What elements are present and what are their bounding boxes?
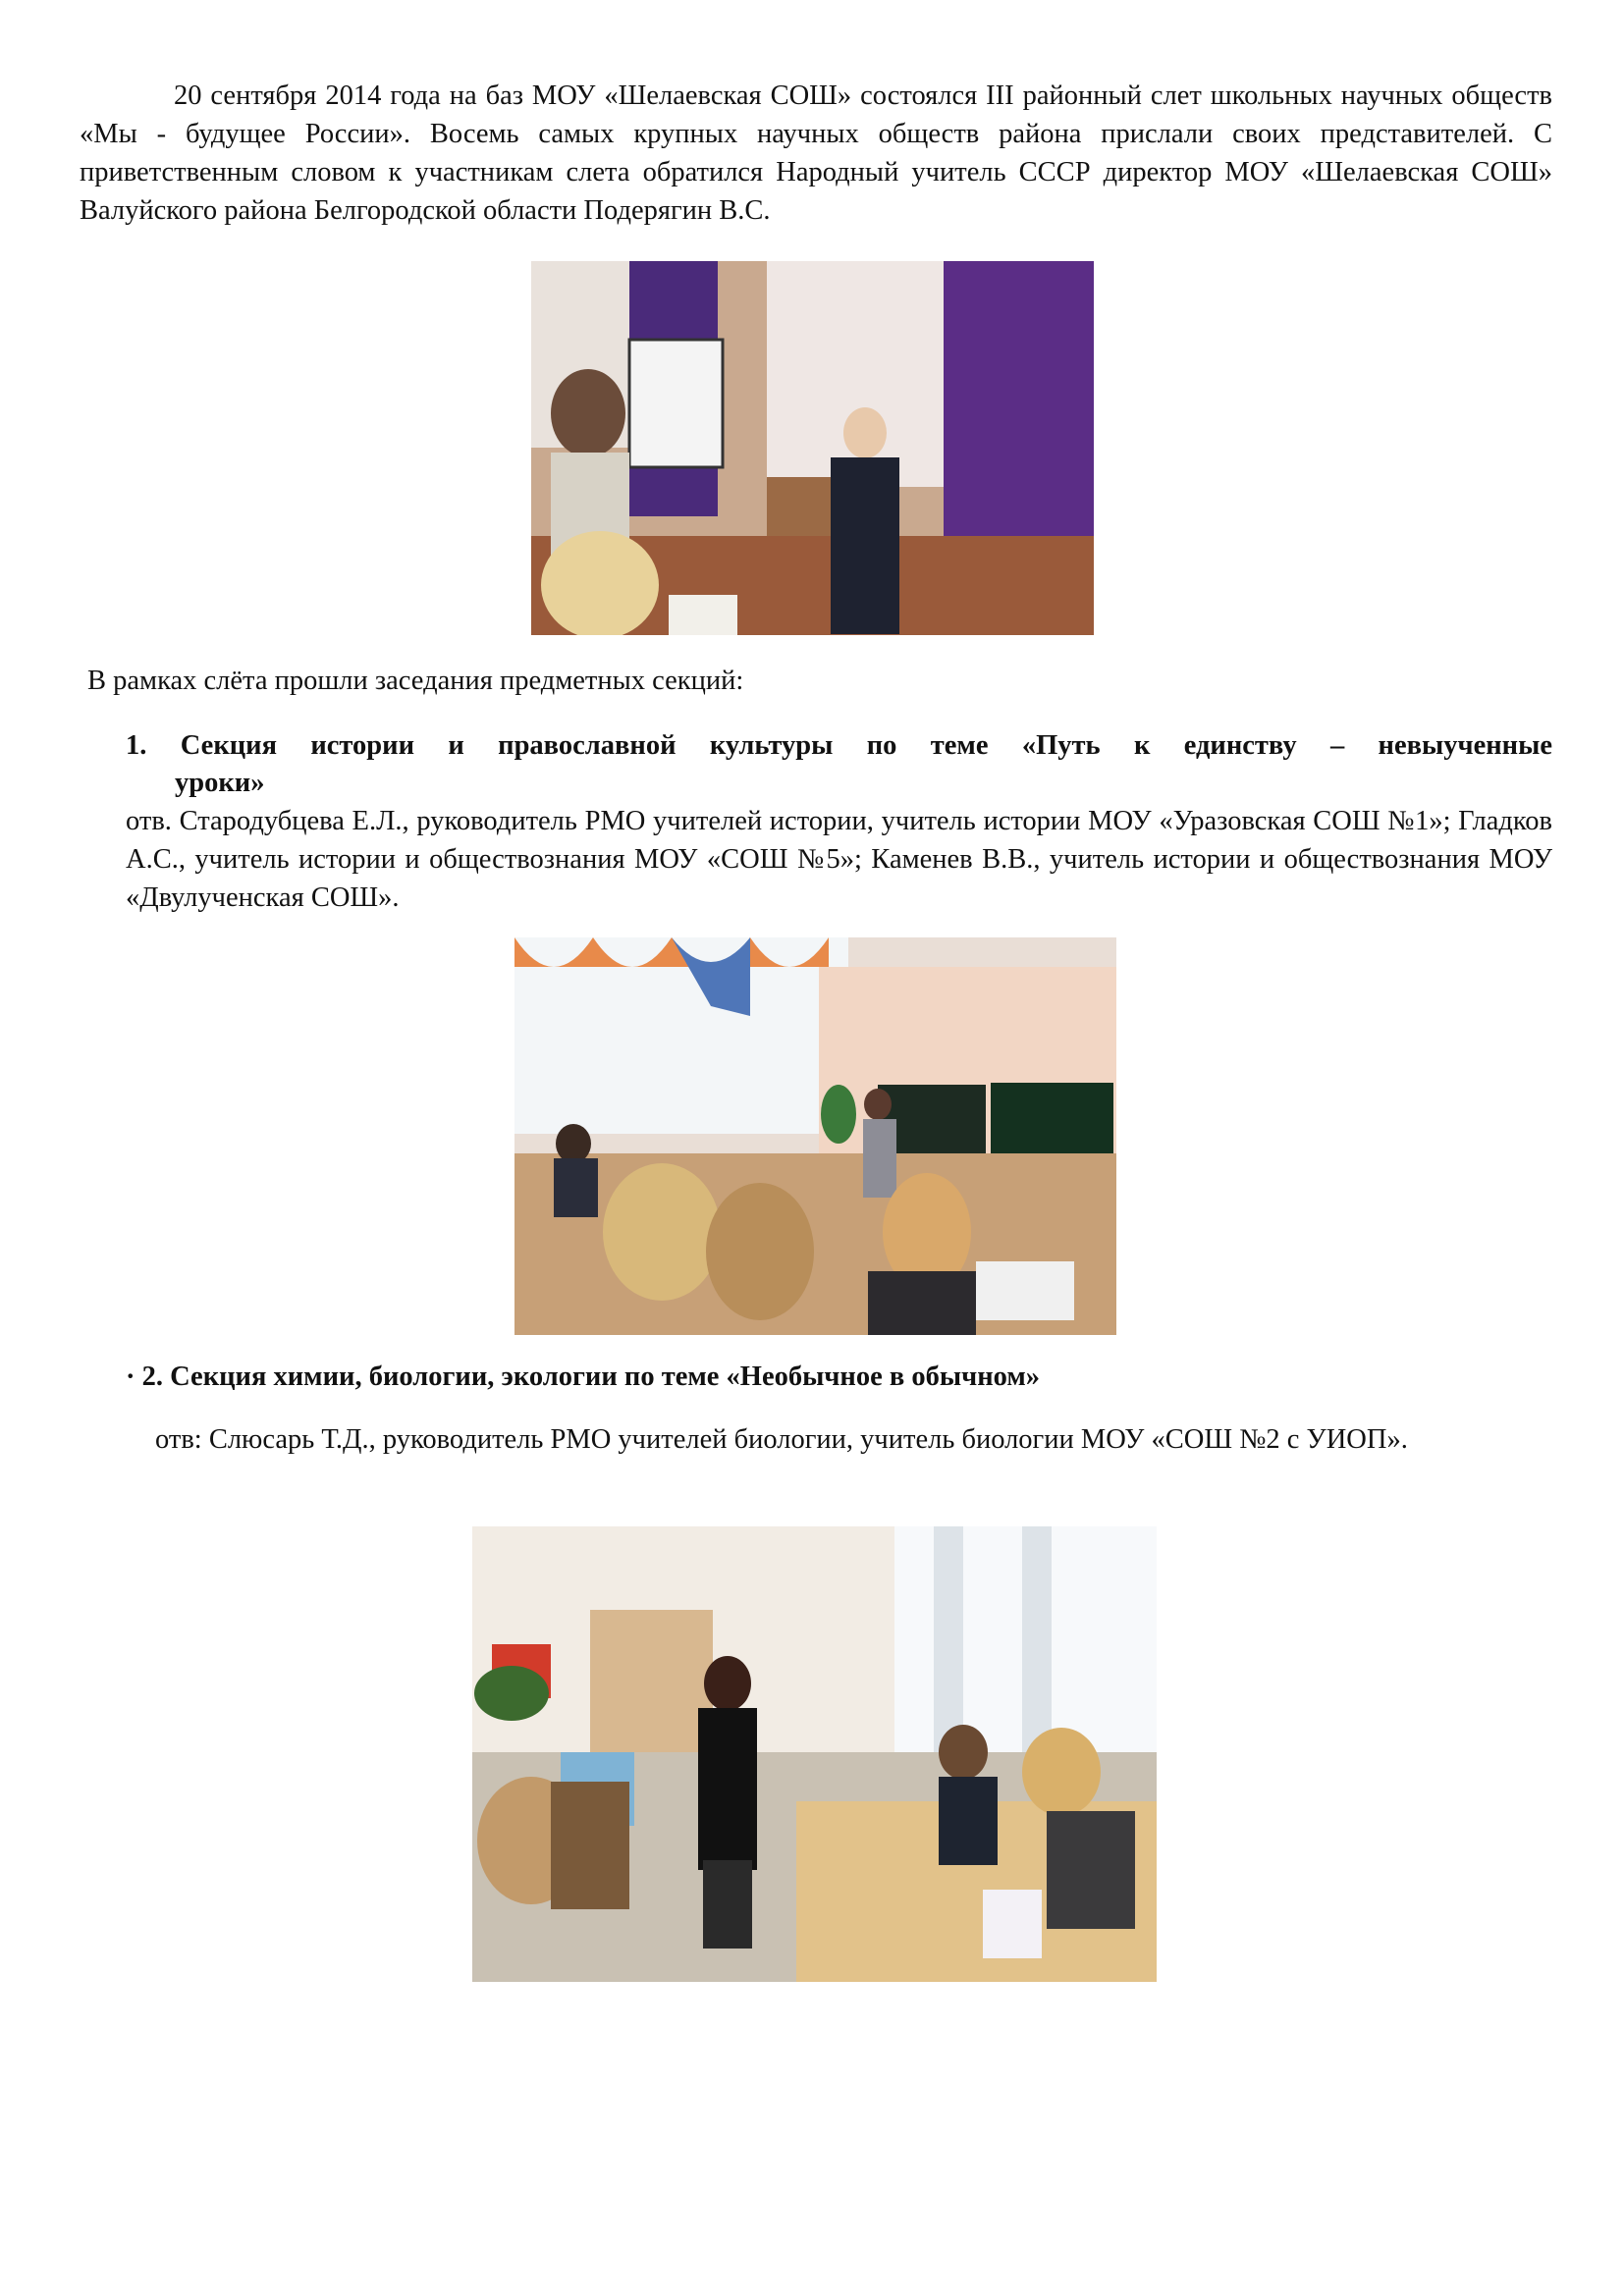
photo-opening-speech (531, 261, 1094, 635)
section2-title: · 2. Секция химии, биологии, экологии по теме «Необычное в обычном» (126, 1362, 1040, 1392)
sections-intro: В рамках слёта прошли заседания предметных секций: (87, 666, 744, 696)
section1-title-line2: уроки» (175, 768, 265, 798)
section1-title-line1: 1. Секция истории и православной культуры по теме «Путь к единству – невыученные (126, 730, 1552, 761)
intro-paragraph: 20 сентября 2014 года на баз МОУ «Шелаевская СОШ» состоялся III районный слет школьных научных обществ «Мы - будущее России». Восемь самых крупных научных обществ района прислали своих представителей. С приветственным словом к участникам слета обратился Народный учитель СССР директор МОУ «Шелаевская СОШ» Валуйского района Белгородской области Подерягин В.С. (80, 80, 1552, 226)
section2-responsible: отв: Слюсарь Т.Д., руководитель РМО учителей биологии, учитель биологии МОУ «СОШ №2 с УИОП». (155, 1424, 1408, 1455)
section1-responsible: отв. Стародубцева Е.Л., руководитель РМО учителей истории, учитель истории МОУ «Уразовская СОШ №1»; Гладков А.С., учитель истории и обществознания МОУ «СОШ №5»; Каменев В.В., учитель истории и обществознания МОУ «Двулученская СОШ». (126, 806, 1552, 913)
photo-biology-section (472, 1526, 1157, 1982)
photo-history-section (514, 937, 1116, 1335)
